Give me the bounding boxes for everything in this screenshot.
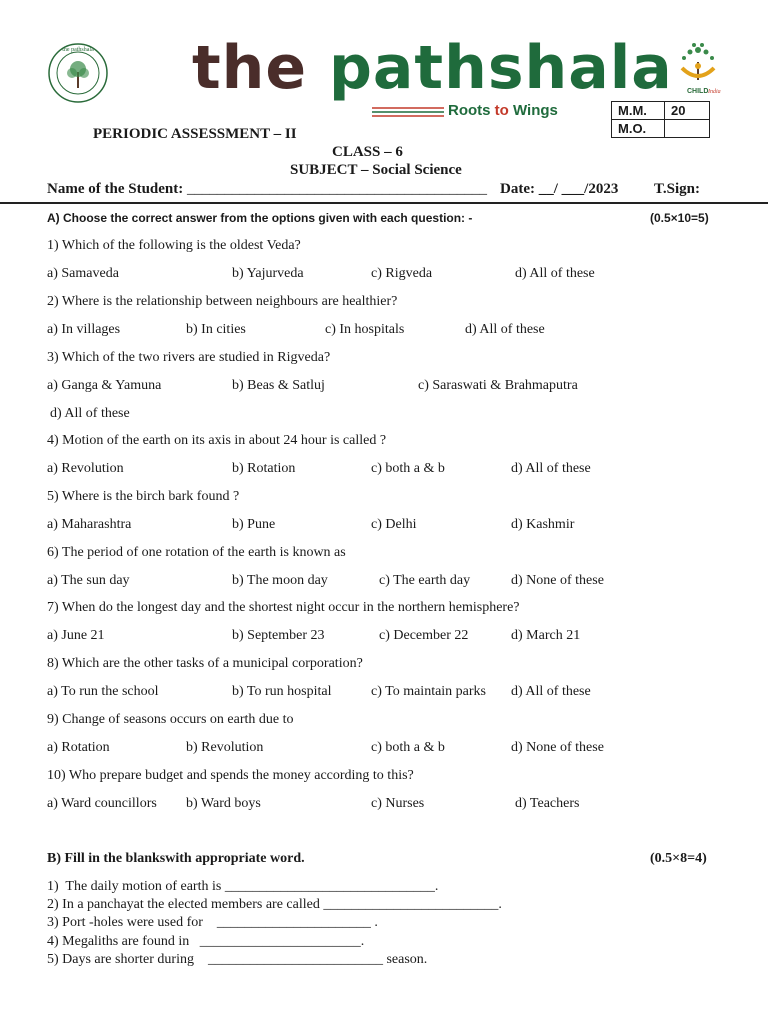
- question-5: 5) Where is the birch bark found ?: [47, 489, 240, 504]
- class-line: CLASS – 6: [332, 144, 403, 160]
- marks-row-obtained: [612, 120, 710, 138]
- svg-text:the pathshala: the pathshala: [62, 47, 94, 53]
- q8-option-b[interactable]: b) To run hospital: [232, 684, 332, 699]
- svg-text:India: India: [708, 89, 721, 95]
- brand-tagline: Roots to Wings: [448, 102, 558, 119]
- date-field[interactable]: Date: __/ ___/2023: [500, 181, 619, 197]
- question-10: 10) Who prepare budget and spends the money according to this?: [47, 768, 414, 783]
- svg-text:CHILD: CHILD: [687, 88, 709, 95]
- q5-option-b[interactable]: b) Pune: [232, 517, 276, 532]
- question-1: 1) Which of the following is the oldest Veda?: [47, 238, 301, 253]
- q1-option-a[interactable]: a) Samaveda: [47, 266, 119, 281]
- q1-option-b[interactable]: b) Yajurveda: [232, 266, 304, 281]
- marks-table: [611, 101, 710, 138]
- question-8: 8) Which are the other tasks of a municipal corporation?: [47, 656, 363, 671]
- header-divider: [0, 202, 768, 204]
- q6-option-c[interactable]: c) The earth day: [379, 573, 471, 588]
- q4-option-b[interactable]: b) Rotation: [232, 461, 296, 476]
- question-4: 4) Motion of the earth on its axis in about 24 hour is called ?: [47, 433, 387, 448]
- question-6: 6) The period of one rotation of the earth is known as: [47, 545, 346, 560]
- q2-option-b[interactable]: b) In cities: [186, 322, 246, 337]
- q2-option-a[interactable]: a) In villages: [47, 322, 121, 337]
- student-name-line: [47, 181, 487, 198]
- q6-option-d[interactable]: d) None of these: [511, 573, 604, 588]
- q3-option-b[interactable]: b) Beas & Satluj: [232, 378, 325, 393]
- q5-option-d[interactable]: d) Kashmir: [511, 517, 575, 532]
- teacher-sign-label: T.Sign:: [654, 181, 700, 197]
- question-9: 9) Change of seasons occurs on earth due to: [47, 712, 294, 727]
- q10-option-c[interactable]: c) Nurses: [371, 796, 425, 811]
- brand-wordmark: [192, 33, 673, 103]
- child-india-logo: [672, 40, 724, 96]
- student-name-label: Name of the Student:: [47, 181, 187, 197]
- section-a-heading: A) Choose the correct answer from the options given with each question: -: [47, 211, 473, 225]
- q3-option-a[interactable]: a) Ganga & Yamuna: [47, 378, 162, 393]
- q9-option-d[interactable]: d) None of these: [511, 740, 604, 755]
- q9-option-b[interactable]: b) Revolution: [186, 740, 264, 755]
- q1-option-d[interactable]: d) All of these: [515, 266, 595, 281]
- q10-option-b[interactable]: b) Ward boys: [186, 796, 261, 811]
- q2-option-d[interactable]: d) All of these: [465, 322, 545, 337]
- fill-blank-4[interactable]: 4) Megaliths are found in _______________________.: [47, 934, 365, 949]
- q4-option-d[interactable]: d) All of these: [511, 461, 591, 476]
- q5-option-c[interactable]: c) Delhi: [371, 517, 417, 532]
- question-3: 3) Which of the two rivers are studied in Rigveda?: [47, 350, 331, 365]
- q3-option-d[interactable]: d) All of these: [50, 406, 130, 421]
- q7-option-d[interactable]: d) March 21: [511, 628, 581, 643]
- fill-blank-3[interactable]: 3) Port -holes were used for ______________________ .: [47, 915, 378, 930]
- q7-option-a[interactable]: a) June 21: [47, 628, 105, 643]
- brand-word-the: the: [192, 33, 308, 103]
- q6-option-b[interactable]: b) The moon day: [232, 573, 328, 588]
- max-marks-value: 20: [665, 102, 710, 120]
- question-7: 7) When do the longest day and the shortest night occur in the northern hemisphere?: [47, 600, 520, 615]
- q3-option-c[interactable]: c) Saraswati & Brahmaputra: [418, 378, 578, 393]
- tagline-decor-lines: [372, 103, 444, 119]
- q4-option-c[interactable]: c) both a & b: [371, 461, 445, 476]
- marks-row-max: [612, 102, 710, 120]
- q10-option-a[interactable]: a) Ward councillors: [47, 796, 157, 811]
- max-marks-label: M.M.: [612, 102, 665, 120]
- q8-option-c[interactable]: c) To maintain parks: [371, 684, 487, 699]
- q8-option-a[interactable]: a) To run the school: [47, 684, 159, 699]
- q6-option-a[interactable]: a) The sun day: [47, 573, 130, 588]
- q10-option-d[interactable]: d) Teachers: [515, 796, 580, 811]
- obtained-marks-value: [665, 120, 710, 138]
- q1-option-c[interactable]: c) Rigveda: [371, 266, 433, 281]
- q5-option-a[interactable]: a) Maharashtra: [47, 517, 132, 532]
- obtained-marks-label: M.O.: [612, 120, 665, 138]
- section-a-marks: (0.5×10=5): [650, 211, 709, 225]
- brand-word-pathshala: pathshala: [328, 33, 673, 103]
- exam-title: PERIODIC ASSESSMENT – II: [93, 126, 297, 142]
- fill-blank-5[interactable]: 5) Days are shorter during _________________________ season.: [47, 952, 428, 967]
- q2-option-c[interactable]: c) In hospitals: [325, 322, 405, 337]
- section-b-marks: (0.5×8=4): [650, 851, 707, 866]
- q7-option-b[interactable]: b) September 23: [232, 628, 325, 643]
- student-name-blank[interactable]: ________________________________________: [187, 181, 487, 197]
- fill-blank-2[interactable]: 2) In a panchayat the elected members are called _________________________.: [47, 897, 502, 912]
- q8-option-d[interactable]: d) All of these: [511, 684, 591, 699]
- q7-option-c[interactable]: c) December 22: [379, 628, 469, 643]
- q9-option-a[interactable]: a) Rotation: [47, 740, 110, 755]
- pathshala-seal-logo: [47, 42, 109, 104]
- fill-blank-1[interactable]: 1) The daily motion of earth is ______________________________.: [47, 879, 439, 894]
- question-2: 2) Where is the relationship between neighbours are healthier?: [47, 294, 398, 309]
- q9-option-c[interactable]: c) both a & b: [371, 740, 445, 755]
- subject-line: SUBJECT – Social Science: [290, 162, 462, 178]
- section-b-heading: B) Fill in the blankswith appropriate word.: [47, 851, 305, 866]
- q4-option-a[interactable]: a) Revolution: [47, 461, 124, 476]
